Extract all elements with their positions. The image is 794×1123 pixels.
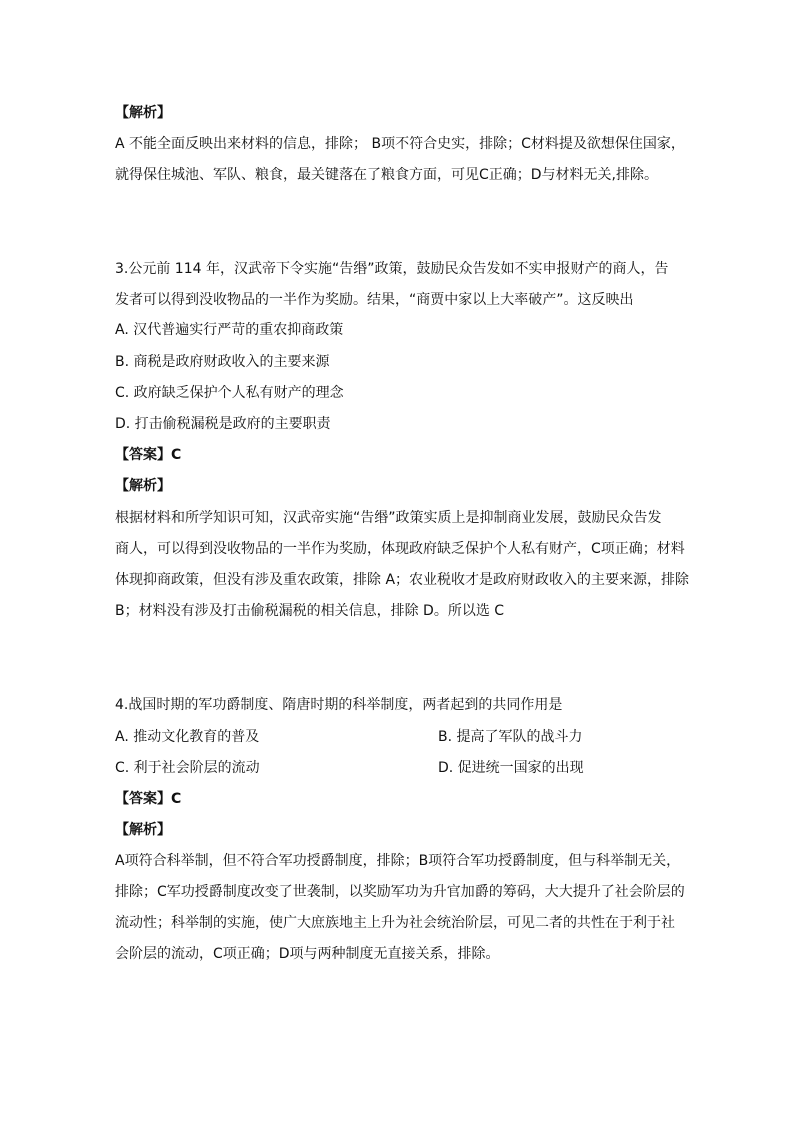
analysis-text-line: 流动性；科举制的实施，使广大庶族地主上升为社会统治阶层，可见二者的共性在于利于社 [115,915,675,931]
option-c: C. 利于社会阶层的流动 [115,760,260,776]
question-text-line: 发者可以得到没收物品的一半作为奖励。结果，“商贾中家以上大率破产”。这反映出 [115,292,634,308]
analysis-text-line: 排除；C军功授爵制度改变了世袭制，以奖励军功为升官加爵的筹码，大大提升了社会阶层的 [115,884,685,900]
analysis-text-line: A项符合科举制，但不符合军功授爵制度，排除；B项符合军功授爵制度，但与科举制无关， [115,853,681,869]
analysis-text-line: 会阶层的流动，C项正确；D项与两种制度无直接关系，排除。 [115,946,500,962]
analysis-text-line: 就得保住城池、军队、粮食，最关键落在了粮食方面，可见C正确；D与材料无关,排除。 [115,167,659,183]
analysis-label: 【解析】 [115,478,171,494]
analysis-label: 【解析】 [115,105,171,121]
question-text-line: 3.公元前 114 年，汉武帝下令实施“告缗”政策，鼓励民众告发如不实申报财产的商人，告 [115,261,669,277]
option-a: A. 汉代普遍实行严苛的重农抑商政策 [115,322,344,338]
option-b: B. 提高了军队的战斗力 [438,729,583,745]
analysis-label: 【解析】 [115,822,171,838]
answer-line: 【答案】C [115,791,182,807]
analysis-text-line: B；材料没有涉及打击偷税漏税的相关信息，排除 D。所以选 C [115,603,505,619]
analysis-text-line: 商人，可以得到没收物品的一半作为奖励，体现政府缺乏保护个人私有财产，C项正确；材料 [115,541,685,557]
option-b: B. 商税是政府财政收入的主要来源 [115,354,330,370]
option-d: D. 促进统一国家的出现 [438,760,584,776]
option-d: D. 打击偷税漏税是政府的主要职责 [115,416,331,432]
analysis-text-line: A 不能全面反映出来材料的信息，排除； B项不符合史实，排除；C材料提及欲想保住国家， [115,136,685,152]
option-a: A. 推动文化教育的普及 [115,729,260,745]
question-text-line: 4.战国时期的军功爵制度、隋唐时期的科举制度，两者起到的共同作用是 [115,697,563,713]
analysis-text-line: 根据材料和所学知识可知，汉武帝实施“告缗”政策实质上是抑制商业发展，鼓励民众告发 [115,510,662,526]
option-c: C. 政府缺乏保护个人私有财产的理念 [115,385,344,401]
answer-line: 【答案】C [115,447,182,463]
analysis-text-line: 体现抑商政策，但没有涉及重农政策，排除 A；农业税收才是政府财政收入的主要来源，排除 [115,572,690,588]
